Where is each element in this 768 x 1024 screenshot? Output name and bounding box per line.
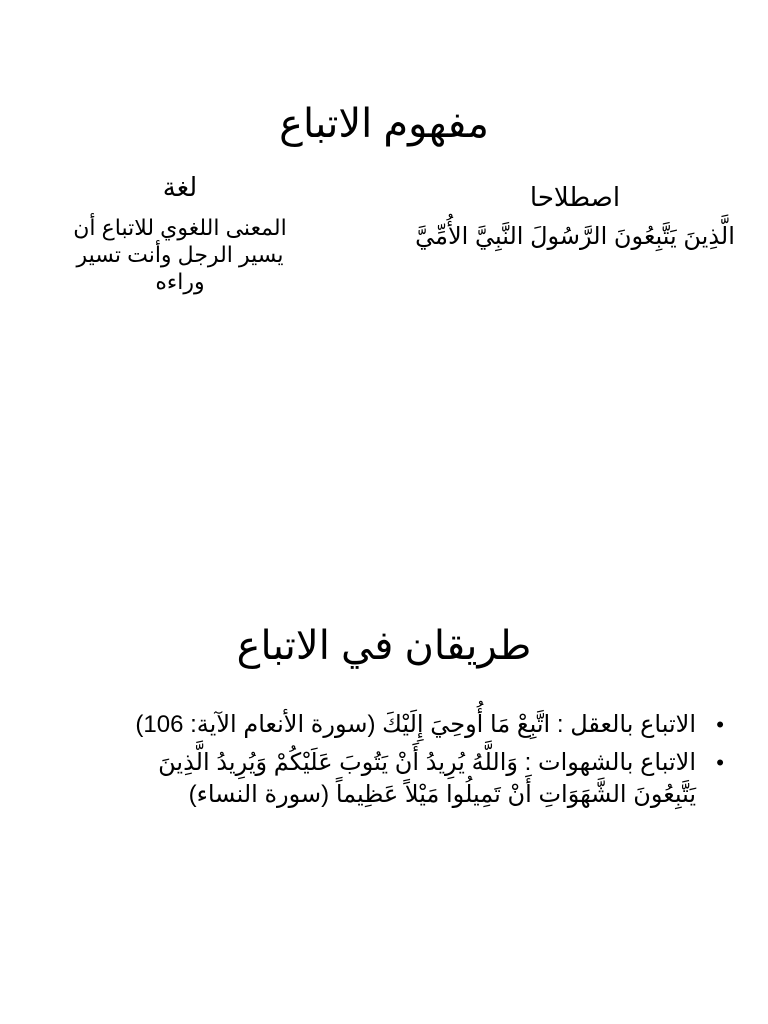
bullet-marker: •: [716, 750, 724, 775]
linguistic-column: [60, 170, 300, 295]
list-item: [90, 709, 730, 741]
linguistic-text: المعنى اللغوي للاتباع أن يسير الرجل وأنت تسير وراءه: [73, 215, 287, 294]
terminology-heading: اصطلاحا: [529, 182, 621, 212]
linguistic-heading: لغة: [162, 172, 198, 202]
bullet-list: [90, 709, 730, 817]
bullet-text: الاتباع بالشهوات : وَاللَّهُ يُرِيدُ أَنْ يَتُوبَ عَلَيْكُمْ وَيُرِيدُ الَّذِينَ يَتَّبِعُونَ الشَّهَوَاتِ أَنْ تَمِيلُوا مَيْلاً عَظِيماً (سورة النساء): [158, 749, 696, 808]
slide-title: طريقان في الاتباع: [236, 624, 532, 668]
slide-two-paths: [0, 512, 768, 1024]
slide-title: مفهوم الاتباع: [279, 102, 489, 146]
list-item: [90, 747, 730, 811]
bullet-marker: •: [716, 712, 724, 737]
terminology-column: [410, 180, 740, 252]
bullet-text: الاتباع بالعقل : اتَّبِعْ مَا أُوحِيَ إِلَيْكَ (سورة الأنعام الآية: 106): [135, 711, 696, 738]
terminology-text: الَّذِينَ يَتَّبِعُونَ الرَّسُولَ النَّبِيَّ الأُمِّيَّ: [415, 223, 735, 250]
